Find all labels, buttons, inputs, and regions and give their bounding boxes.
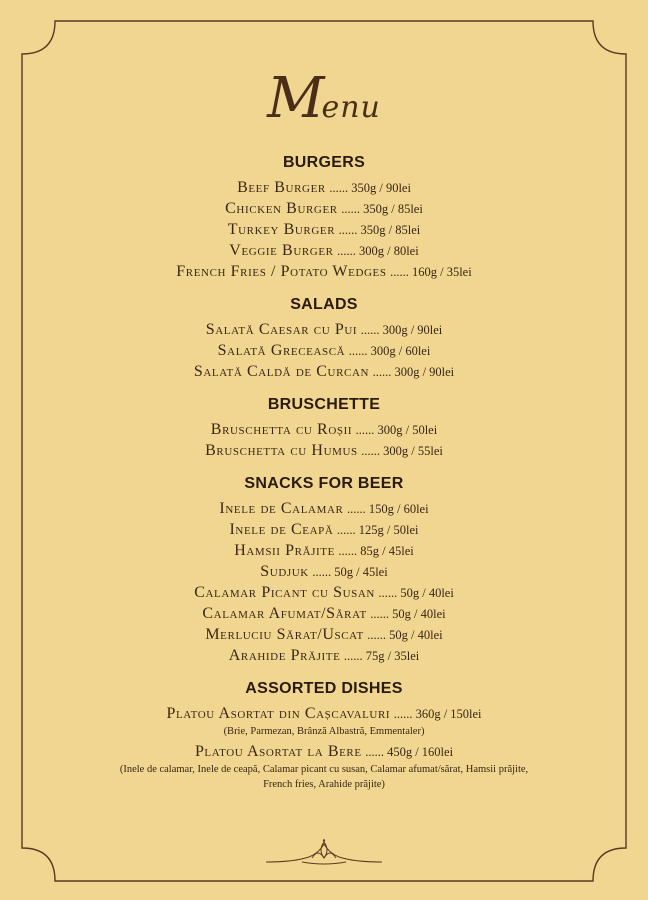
item-price: ...... 75g / 35lei [343, 649, 420, 663]
item-name: Bruschetta cu Humus [205, 442, 358, 459]
menu-item [0, 361, 648, 382]
menu-section [0, 473, 648, 666]
item-price: ...... 350g / 85lei [341, 202, 423, 216]
menu-item [0, 741, 648, 762]
menu-item [0, 319, 648, 340]
item-price: ...... 350g / 85lei [338, 223, 421, 237]
menu-content [0, 152, 648, 804]
item-price: ...... 160g / 35lei [390, 265, 472, 279]
item-price: ...... 50g / 40lei [378, 586, 454, 600]
section-heading: ASSORTED DISHES [245, 680, 403, 697]
section-heading: BRUSCHETTE [267, 396, 381, 413]
menu-item [0, 340, 648, 361]
item-price: ...... 50g / 40lei [367, 628, 443, 642]
item-price: ...... 150g / 60lei [346, 502, 429, 516]
item-price: ...... 360g / 150lei [393, 707, 482, 721]
menu-item [0, 645, 648, 666]
item-name: Platou Asortat la Bere [194, 743, 362, 760]
menu-item [0, 219, 648, 240]
item-name: Inele de Ceapă [229, 521, 334, 538]
menu-item [0, 561, 648, 582]
item-price: ...... 300g / 90lei [372, 365, 455, 379]
item-price: ...... 300g / 50lei [355, 423, 438, 437]
item-name: Salată Grecească [217, 342, 346, 359]
item-price: ...... 50g / 45lei [312, 565, 388, 579]
item-name: Hamsii Prăjite [234, 542, 335, 559]
menu-item [0, 198, 648, 219]
item-name: Merluciu Sărat/Uscat [205, 626, 364, 643]
item-name: Arahide Prăjite [228, 647, 341, 664]
item-price: ...... 85g / 45lei [338, 544, 414, 558]
item-name: Beef Burger [237, 179, 326, 196]
item-price: ...... 350g / 90lei [329, 181, 411, 195]
menu-item [0, 240, 648, 261]
item-price: ...... 450g / 160lei [365, 745, 454, 759]
menu-section [0, 678, 648, 792]
item-price: ...... 300g / 90lei [360, 323, 443, 337]
item-name: French Fries / Potato Wedges [176, 263, 387, 280]
item-name: Platou Asortat din Cașcavaluri [166, 705, 391, 722]
item-note: (Inele de calamar, Inele de ceapă, Calamar picant cu susan, Calamar afumat/sărat, Hamsii prăjite, French fries, Arahide prăjite) [119, 764, 529, 790]
item-name: Calamar Afumat/Sărat [202, 605, 367, 622]
item-name: Salată Caesar cu Pui [205, 321, 358, 338]
item-price: ...... 125g / 50lei [336, 523, 419, 537]
menu-item [0, 703, 648, 724]
flourish-ornament-icon [264, 838, 384, 868]
item-name: Sudjuk [260, 563, 309, 580]
menu-item [0, 519, 648, 540]
menu-item [0, 582, 648, 603]
item-price: ...... 300g / 80lei [337, 244, 419, 258]
menu-section [0, 394, 648, 461]
menu-title-initial: M [267, 66, 326, 131]
menu-title-rest: enu [321, 90, 381, 125]
menu-item [0, 177, 648, 198]
item-price: ...... 300g / 60lei [348, 344, 431, 358]
item-name: Calamar Picant cu Susan [194, 584, 375, 601]
item-name: Chicken Burger [225, 200, 338, 217]
section-heading: BURGERS [282, 154, 366, 171]
menu-section [0, 294, 648, 382]
section-heading: SALADS [290, 296, 358, 313]
menu-item [0, 261, 648, 282]
section-heading: SNACKS FOR BEER [244, 475, 404, 492]
item-name: Bruschetta cu Roșii [210, 421, 353, 438]
menu-item [0, 440, 648, 461]
menu-item [0, 498, 648, 519]
item-price: ...... 50g / 40lei [370, 607, 446, 621]
menu-item [0, 540, 648, 561]
item-name: Veggie Burger [229, 242, 334, 259]
item-name: Inele de Calamar [219, 500, 344, 517]
item-name: Turkey Burger [227, 221, 336, 238]
item-note: (Brie, Parmezan, Brânză Albastră, Emmentaler) [223, 726, 425, 737]
item-price: ...... 300g / 55lei [361, 444, 443, 458]
menu-item [0, 419, 648, 440]
menu-item [0, 624, 648, 645]
menu-section [0, 152, 648, 282]
menu-title [0, 66, 648, 131]
item-name: Salată Caldă de Curcan [193, 363, 370, 380]
menu-item [0, 603, 648, 624]
